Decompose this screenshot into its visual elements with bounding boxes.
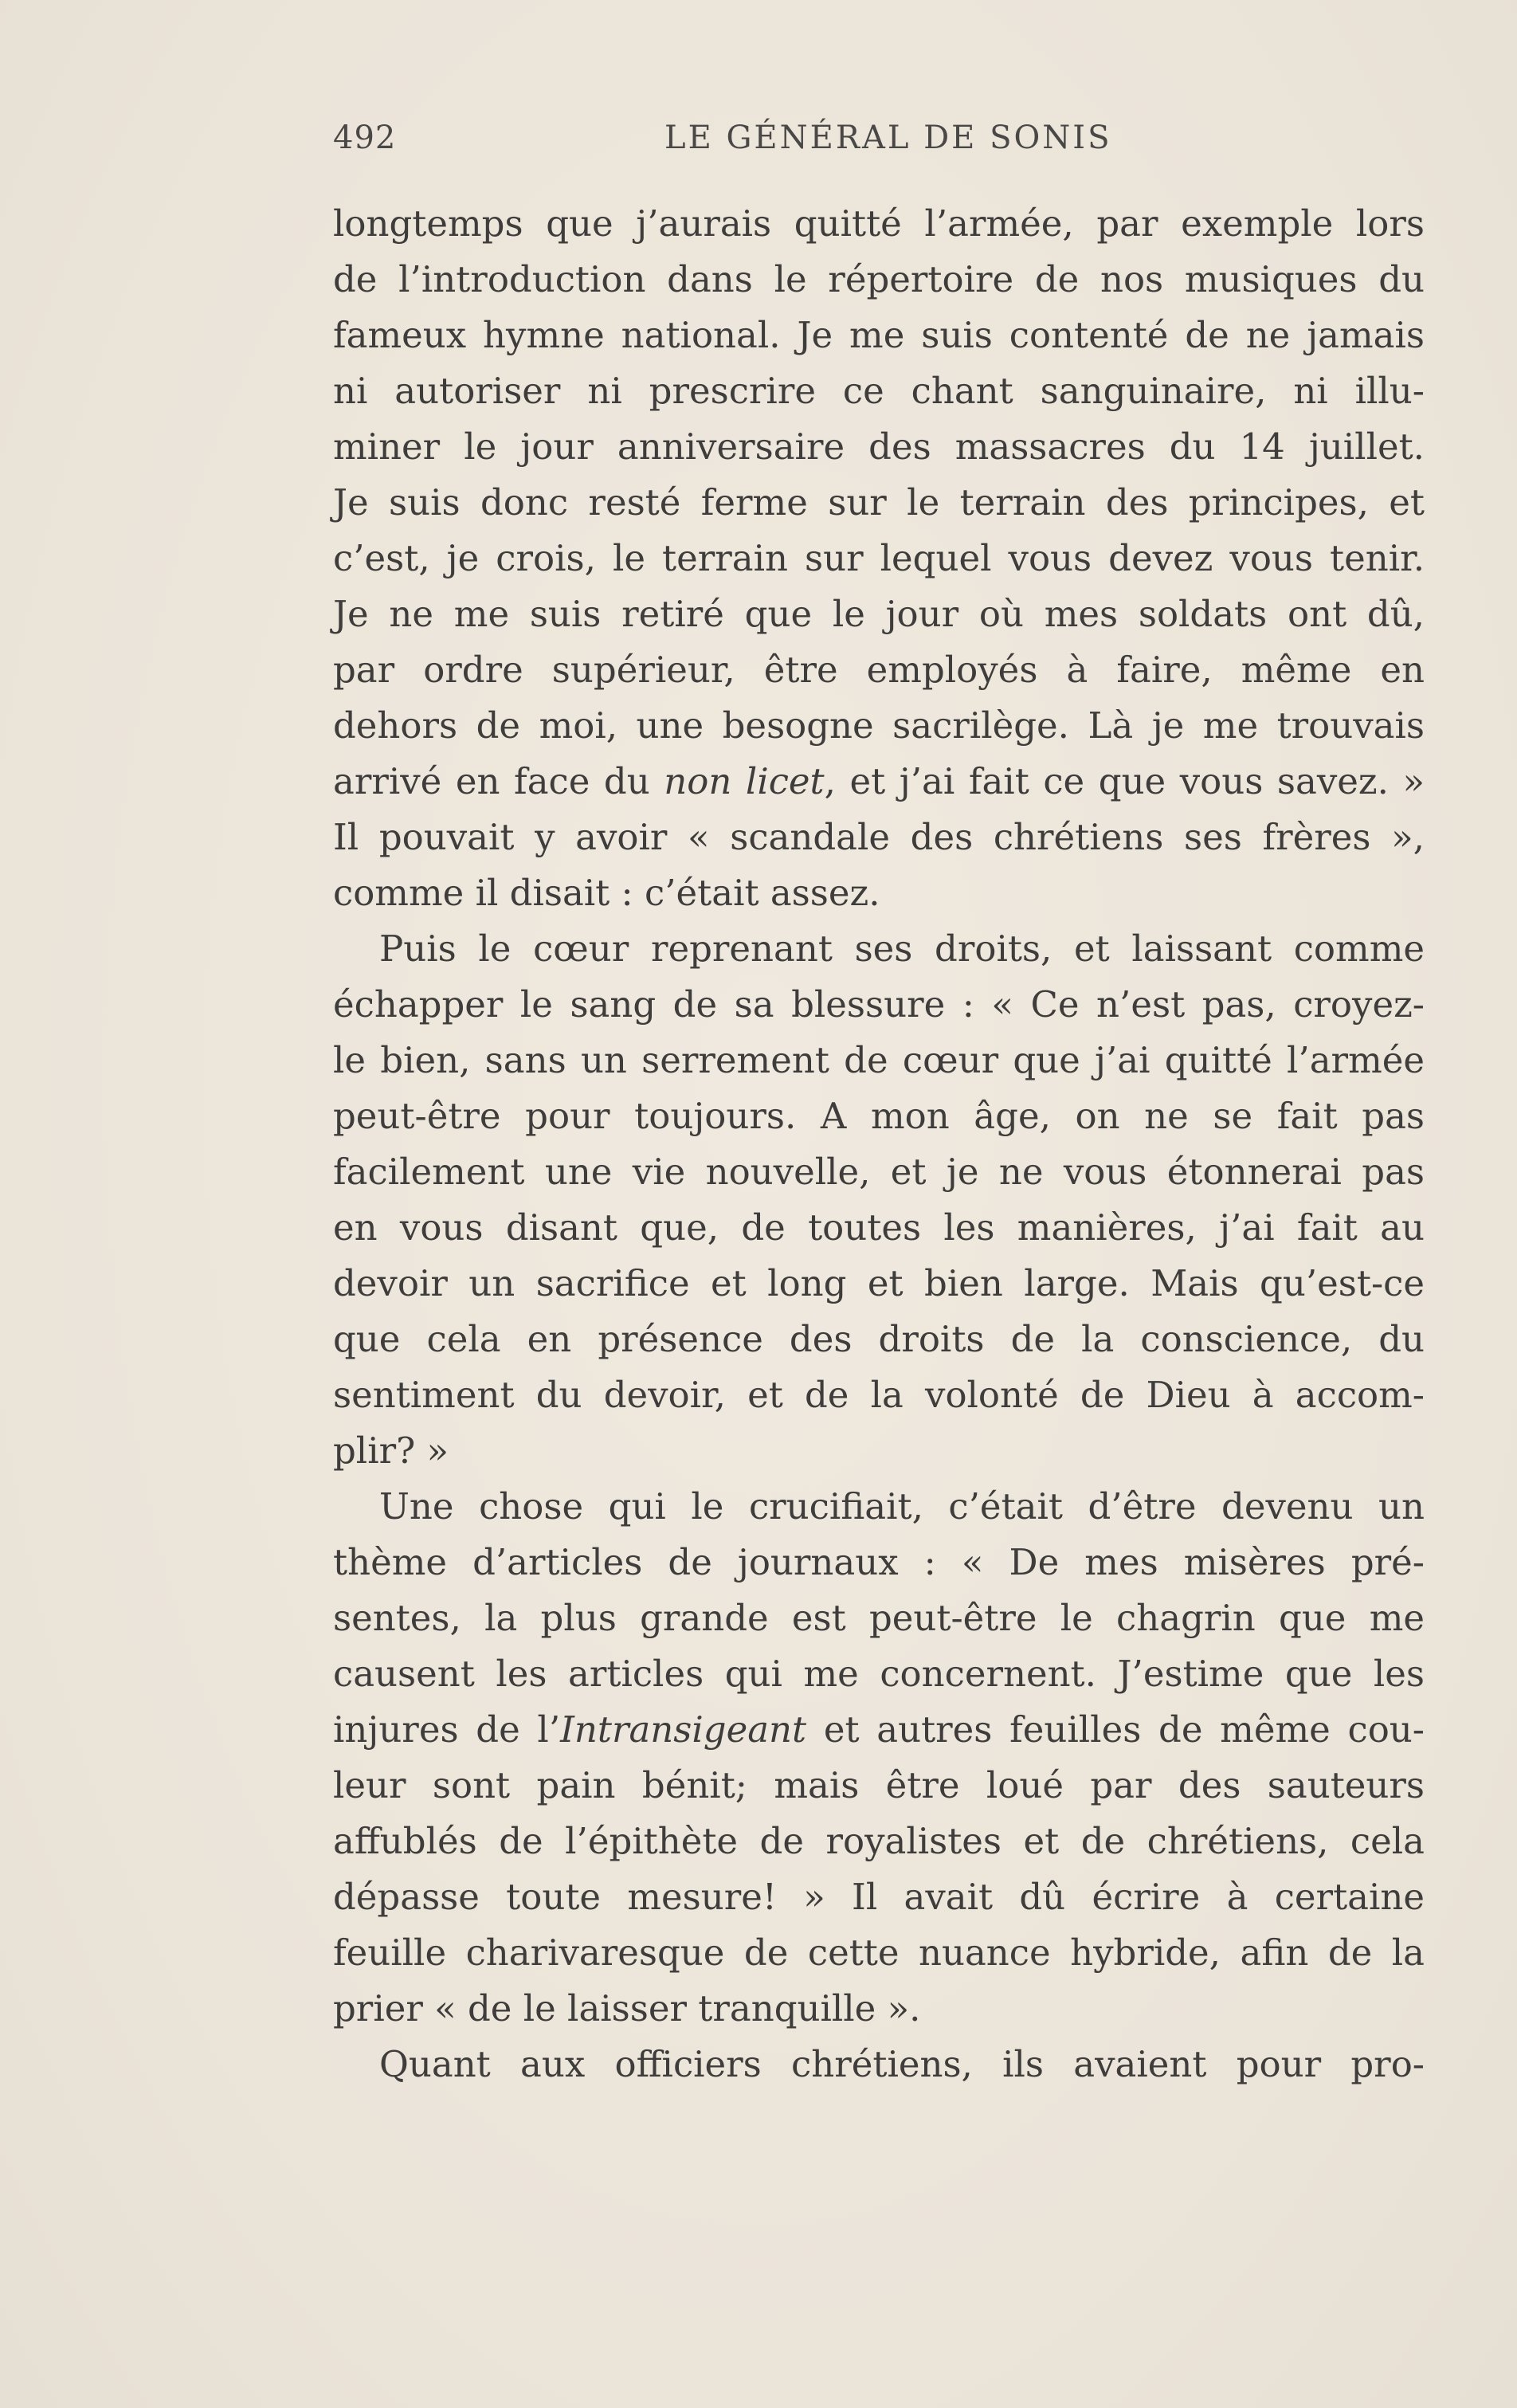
text-line: devoir un sacrifice et long et bien large. Mais qu’est-ce (333, 1262, 1425, 1304)
text-line: par ordre supérieur, être employés à faire, même en (333, 649, 1425, 691)
text-line: dépasse toute mesure! » Il avait dû écrire à certaine (333, 1876, 1425, 1918)
text-segment: arrivé en face du (333, 760, 664, 802)
text-line (333, 1702, 1425, 1758)
text-line: prier « de le laisser tranquille ». (333, 1987, 921, 2030)
text-line: miner le jour anniversaire des massacres du 14 juillet. (333, 426, 1425, 468)
text-line: affublés de l’épithète de royalistes et de chrétiens, cela (333, 1820, 1425, 1862)
italic-text: non licet (664, 760, 825, 802)
text-line: Quant aux officiers chrétiens, ils avaient pour pro- (379, 2043, 1425, 2085)
text-line: Je ne me suis retiré que le jour où mes soldats ont dû, (333, 593, 1425, 635)
text-line: ni autoriser ni prescrire ce chant sanguinaire, ni illu- (333, 370, 1425, 412)
text-line: sentiment du devoir, et de la volonté de Dieu à accom- (333, 1374, 1425, 1416)
text-line: causent les articles qui me concernent. J’estime que les (333, 1653, 1425, 1695)
text-line: de l’introduction dans le répertoire de nos musiques du (333, 258, 1425, 300)
page-number: 492 (333, 120, 397, 156)
running-title: LE GÉNÉRAL DE SONIS (664, 120, 1112, 156)
text-line: comme il disait : c’était assez. (333, 872, 880, 914)
text-line: peut-être pour toujours. A mon âge, on ne se fait pas (333, 1095, 1425, 1137)
text-line: Puis le cœur reprenant ses droits, et laissant comme (379, 928, 1425, 970)
text-line: que cela en présence des droits de la conscience, du (333, 1318, 1425, 1360)
body-text (333, 196, 1425, 2092)
italic-text: Intransigeant (560, 1708, 807, 1751)
text-line: sentes, la plus grande est peut-être le chagrin que me (333, 1597, 1425, 1639)
text-line: Je suis donc resté ferme sur le terrain des principes, et (333, 481, 1425, 524)
text-segment: , et j’ai fait ce que vous savez. » (824, 760, 1425, 802)
text-line: Il pouvait y avoir « scandale des chrétiens ses frères », (333, 816, 1425, 858)
text-line: échapper le sang de sa blessure : « Ce n’est pas, croyez- (333, 983, 1425, 1026)
text-line: dehors de moi, une besogne sacrilège. Là je me trouvais (333, 704, 1425, 747)
text-line: en vous disant que, de toutes les manières, j’ai fait au (333, 1206, 1425, 1249)
text-segment: et autres feuilles de même cou- (806, 1708, 1425, 1751)
text-segment: injures de l’ (333, 1708, 561, 1751)
text-line: plir? » (333, 1430, 449, 1472)
text-line: thème d’articles de journaux : « De mes misères pré- (333, 1541, 1425, 1583)
text-line: le bien, sans un serrement de cœur que j’ai quitté l’armée (333, 1039, 1425, 1081)
text-line (333, 754, 1425, 810)
text-line: Une chose qui le crucifiait, c’était d’être devenu un (379, 1485, 1425, 1528)
text-line: feuille charivaresque de cette nuance hybride, afin de la (333, 1931, 1425, 1974)
text-line: c’est, je crois, le terrain sur lequel vous devez vous tenir. (333, 537, 1425, 579)
text-line: leur sont pain bénit; mais être loué par des sauteurs (333, 1764, 1425, 1806)
page-header (333, 120, 1425, 167)
text-line: fameux hymne national. Je me suis contenté de ne jamais (333, 314, 1425, 356)
text-line: facilement une vie nouvelle, et je ne vous étonnerai pas (333, 1151, 1425, 1193)
text-line: longtemps que j’aurais quitté l’armée, par exemple lors (333, 202, 1425, 245)
